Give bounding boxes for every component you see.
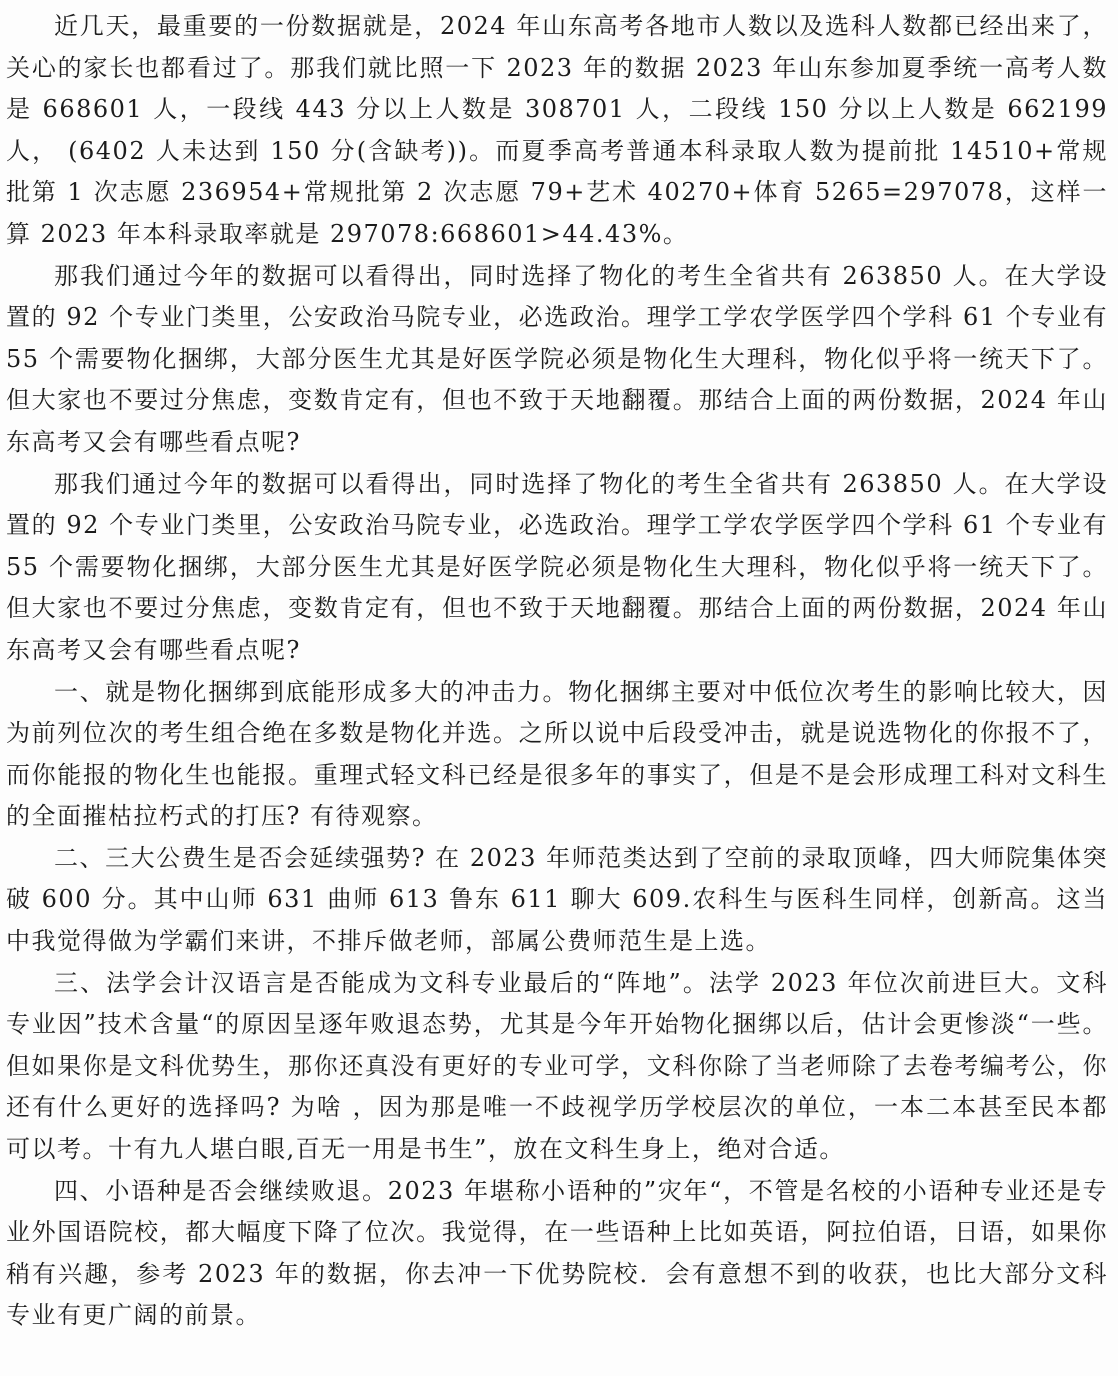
paragraph-point-three-law-accounting-chinese: 三、法学会计汉语言是否能成为文科专业最后的“阵地”。法学 2023 年位次前进巨大。文科专业因”技术含量“的原因呈逐年败退态势，尤其是今年开始物化捆绑以后，估计会更惨淡“一些。但如果你是文科优势生，那你还真没有更好的专业可学，文科你除了当老师除了去卷考编考公，你还有什么更好的选择吗? 为啥 ，因为那是唯一不歧视学历学校层次的单位，一本二本甚至民本都可以考。十有九人堪白眼,百无一用是书生”，放在文科生身上，绝对合适。 xyxy=(6,968,1108,1164)
paragraph-physics-chemistry-selection: 那我们通过今年的数据可以看得出，同时选择了物化的考生全省共有 263850 人。在大学设置的 92 个专业门类里，公安政治马院专业，必选政治。理学工学农学医学四个学科 61 个专业有 55 个需要物化捆绑，大部分医生尤其是好医学院必须是物化生大理科，物化似乎将一统天下了。但大家也不要过分焦虑，变数肯定有，但也不致于天地翻覆。那结合上面的两份数据，2024 年山东高考又会有哪些看点呢? xyxy=(6,261,1108,456)
paragraph-point-four-minor-languages: 四、小语种是否会继续败退。2023 年堪称小语种的”灾年“，不管是名校的小语种专业还是专业外国语院校，都大幅度下降了位次。我觉得，在一些语种上比如英语，阿拉伯语，日语，如果你稍有兴趣，参考 2023 年的数据，你去冲一下优势院校．会有意想不到的收获，也比大部分文科专业有更广阔的前景。 xyxy=(6,1176,1108,1330)
paragraph-point-one-bundling-impact: 一、就是物化捆绑到底能形成多大的冲击力。物化捆绑主要对中低位次考生的影响比较大，因为前列位次的考生组合绝在多数是物化并选。之所以说中后段受冲击，就是说选物化的你报不了，而你能报的物化生也能报。重理式轻文科已经是很多年的事实了，但是不是会形成理工科对文科生的全面摧枯拉朽式的打压? 有待观察。 xyxy=(6,677,1108,831)
paragraph-enrollment-data-2023: 近几天，最重要的一份数据就是，2024 年山东高考各地市人数以及选科人数都已经出来了，关心的家长也都看过了。那我们就比照一下 2023 年的数据 2023 年山东参加夏季统一高考人数是 668601 人，一段线 443 分以上人数是 308701 人，二段线 150 分以上人数是 662199 人， (6402 人未达到 150 分(含缺考))。而夏季高考普通本科录取人数为提前批 14510+常规批第 1 次志愿 236954+常规批第 2 次志愿 79+艺术 40270+体育 5265=297078，这样一算 2023 年本科录取率就是 297078:668601>44.43%。 xyxy=(6,12,1108,248)
paragraph-physics-chemistry-selection-repeat: 那我们通过今年的数据可以看得出，同时选择了物化的考生全省共有 263850 人。在大学设置的 92 个专业门类里，公安政治马院专业，必选政治。理学工学农学医学四个学科 61 个专业有 55 个需要物化捆绑，大部分医生尤其是好医学院必须是物化生大理科，物化似乎将一统天下了。但大家也不要过分焦虑，变数肯定有，但也不致于天地翻覆。那结合上面的两份数据，2024 年山东高考又会有哪些看点呢? xyxy=(6,469,1108,664)
paragraph-point-two-public-funded-students: 二、三大公费生是否会延续强势? 在 2023 年师范类达到了空前的录取顶峰，四大师院集体突破 600 分。其中山师 631 曲师 613 鲁东 611 聊大 609.农科生与医科生同样，创新高。这当中我觉得做为学霸们来讲，不排斥做老师，部属公费师范生是上选。 xyxy=(6,843,1108,956)
